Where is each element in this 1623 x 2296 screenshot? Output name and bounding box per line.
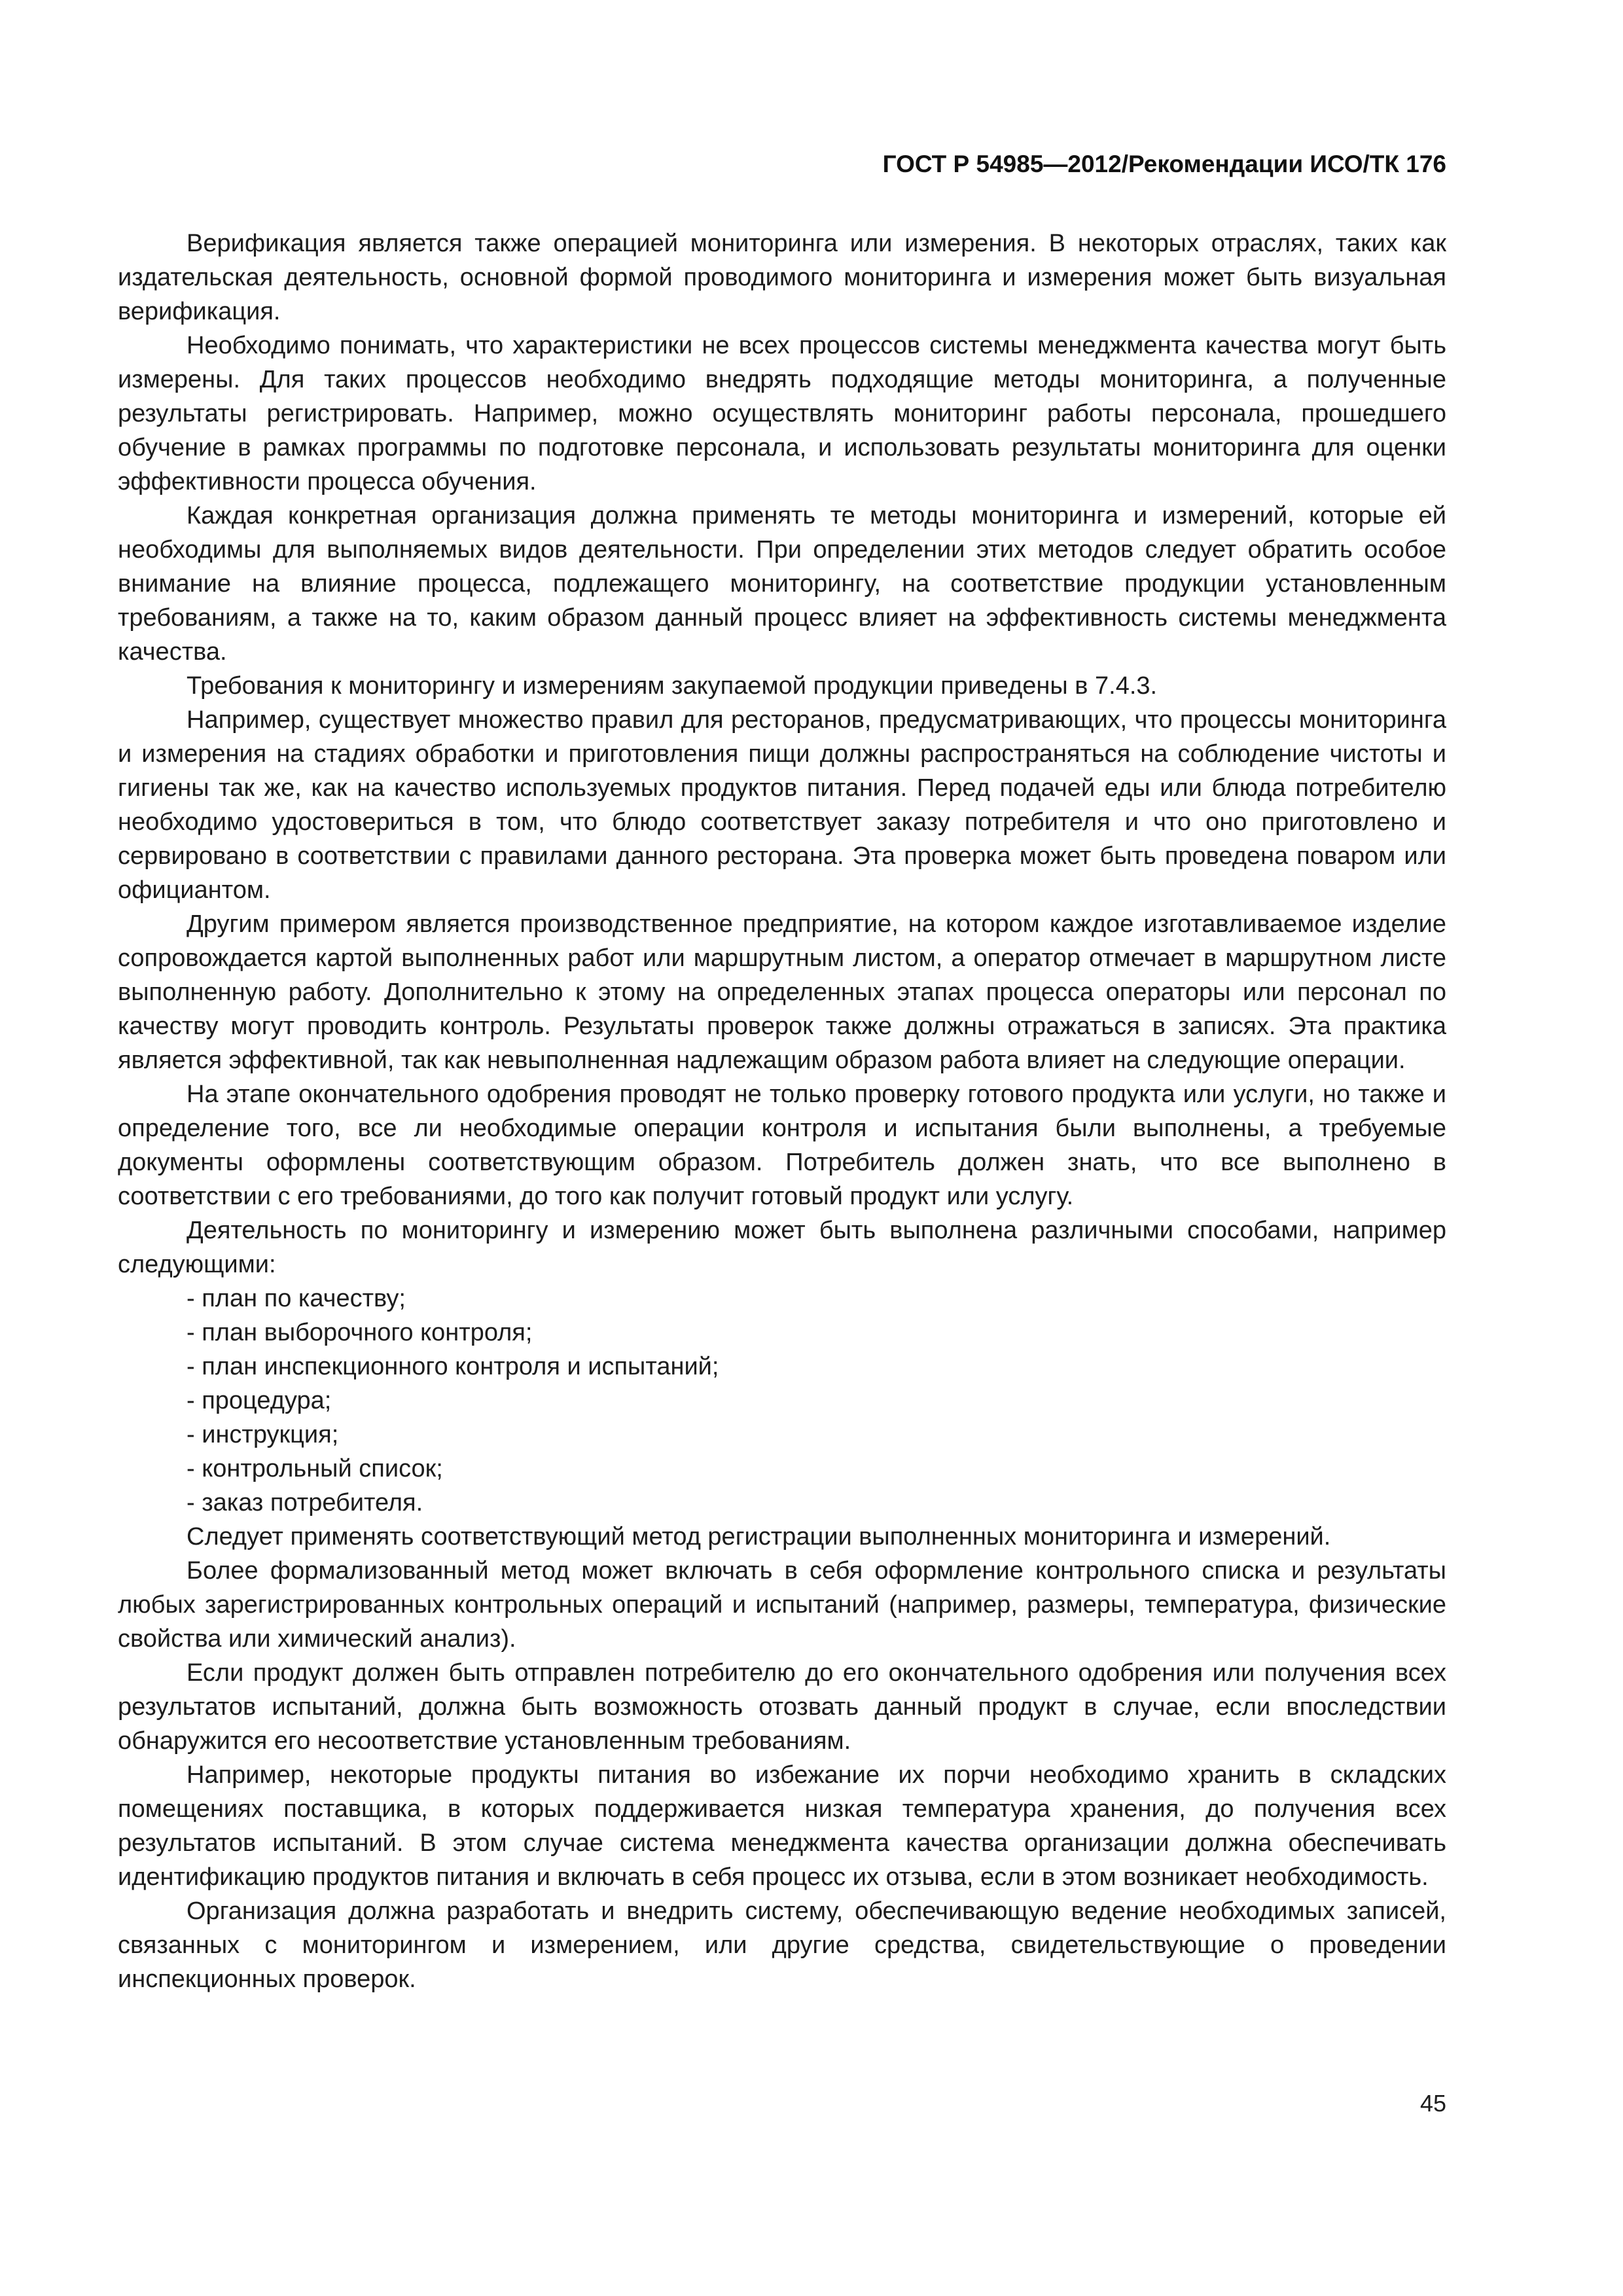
list-item: - инструкция; xyxy=(187,1421,339,1448)
running-header: ГОСТ Р 54985—2012/Рекомендации ИСО/ТК 176 xyxy=(882,151,1446,177)
paragraph-monitoring-methods-intro: Деятельность по мониторингу и измерению может быть выполнена различными способами, например следующими: xyxy=(118,1217,1446,1278)
paragraph-final-approval: На этапе окончательного одобрения проводят не только проверку готового продукта или услуги, но также и определение того, все ли необходимые операции контроля и испытания были выполнены, а требуемые документы оформлены соответствующим образом. Потребитель должен знать, что все выполнено в соответствии с его требованиями, до того как получит готовый продукт или услугу. xyxy=(118,1081,1446,1210)
list-item: - заказ потребителя. xyxy=(187,1489,423,1516)
list-item: - план по качеству; xyxy=(187,1285,406,1312)
monitoring-methods-list xyxy=(118,1282,1446,1520)
paragraph-unmeasurable-processes: Необходимо понимать, что характеристики не всех процессов системы менеджмента качества могут быть измерены. Для таких процессов необходимо внедрять подходящие методы мониторинга, а полученные результаты регистрировать. Например, можно осуществлять мониторинг работы персонала, прошедшего обучение в рамках программы по подготовке персонала, и использовать результаты мониторинга для оценки эффективности процесса обучения. xyxy=(118,332,1446,495)
paragraph-organization-methods: Каждая конкретная организация должна применять те методы мониторинга и измерений, которые ей необходимы для выполняемых видов деятельности. При определении этих методов следует обратить особое внимание на влияние процесса, подлежащего мониторингу, на соответствие продукции установленным требованиям, а также на то, каким образом данный процесс влияет на эффективность системы менеджмента качества. xyxy=(118,502,1446,666)
paragraph-restaurant-example: Например, существует множество правил для ресторанов, предусматривающих, что процессы мониторинга и измерения на стадиях обработки и приготовления пищи должны распространяться на соблюдение чистоты и гигиены так же, как на качество используемых продуктов питания. Перед подачей еды или блюда потребителю необходимо удостовериться в том, что блюдо соответствует заказу потребителя и что оно приготовлено и сервировано в соответствии с правилами данного ресторана. Эта проверка может быть проведена поваром или официантом. xyxy=(118,706,1446,904)
list-item: - контрольный список; xyxy=(187,1455,443,1482)
paragraph-formalized-method: Более формализованный метод может включать в себя оформление контрольного списка и результаты любых зарегистрированных контрольных операций и испытаний (например, размеры, температура, физические свойства или химический анализ). xyxy=(118,1557,1446,1653)
paragraph-product-recall: Если продукт должен быть отправлен потребителю до его окончательного одобрения или получения всех результатов испытаний, должна быть возможность отозвать данный продукт в случае, если впоследствии обнаружится его несоответствие установленным требованиям. xyxy=(118,1659,1446,1755)
paragraph-registration-method: Следует применять соответствующий метод регистрации выполненных мониторинга и измерений. xyxy=(187,1523,1331,1551)
list-item: - план выборочного контроля; xyxy=(187,1319,533,1346)
page-number: 45 xyxy=(1419,2090,1446,2117)
paragraph-records-system: Организация должна разработать и внедрить систему, обеспечивающую ведение необходимых записей, связанных с мониторингом и измерением, или другие средства, свидетельствующие о проведении инспекционных проверок. xyxy=(118,1897,1446,1993)
paragraph-purchased-product: Требования к мониторингу и измерениям закупаемой продукции приведены в 7.4.3. xyxy=(187,672,1158,700)
paragraph-verification: Верификация является также операцией мониторинга или измерения. В некоторых отраслях, таких как издательская деятельность, основной формой проводимого мониторинга и измерения может быть визуальная верификация. xyxy=(118,230,1446,325)
paragraph-manufacturing-example: Другим примером является производственное предприятие, на котором каждое изготавливаемое изделие сопровождается картой выполненных работ или маршрутным листом, а оператор отмечает в маршрутном листе выполненную работу. Дополнительно к этому на определенных этапах процесса операторы или персонал по качеству могут проводить контроль. Результаты проверок также должны отражаться в записях. Эта практика является эффективной, так как невыполненная надлежащим образом работа влияет на следующие операции. xyxy=(118,910,1446,1074)
list-item: - план инспекционного контроля и испытаний; xyxy=(187,1353,719,1380)
paragraph-food-storage-example: Например, некоторые продукты питания во избежание их порчи необходимо хранить в складских помещениях поставщика, в которых поддерживается низкая температура хранения, до получения всех результатов испытаний. В этом случае система менеджмента качества организации должна обеспечивать идентификацию продуктов питания и включать в себя процесс их отзыва, если в этом возникает необходимость. xyxy=(118,1761,1446,1891)
list-item: - процедура; xyxy=(187,1387,332,1414)
body-text xyxy=(118,226,1446,1996)
